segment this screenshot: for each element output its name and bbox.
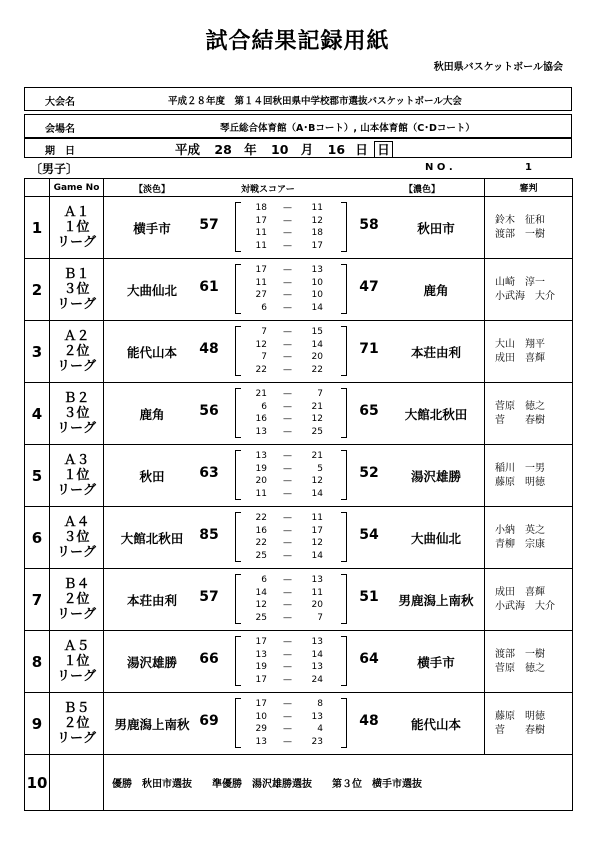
light-quarter: 22 bbox=[255, 364, 267, 375]
referee-1: 山崎 淳一 bbox=[495, 276, 545, 288]
light-team: 能代山本 bbox=[126, 345, 177, 360]
light-quarter: 29 bbox=[255, 724, 267, 734]
game-group: Ｂ４ ２位 リーグ bbox=[50, 569, 104, 631]
light-quarter: 6 bbox=[261, 302, 267, 313]
left-bracket bbox=[235, 326, 241, 376]
light-quarter: 11 bbox=[255, 277, 267, 288]
match-cell bbox=[104, 197, 485, 259]
dash: — bbox=[283, 662, 292, 672]
dark-quarter: 11 bbox=[311, 513, 323, 523]
date-label: 期 日 bbox=[45, 146, 75, 157]
right-bracket bbox=[341, 202, 347, 252]
game-number: 4 bbox=[25, 383, 50, 445]
page-title: 試合結果記録用紙 bbox=[205, 29, 390, 54]
quarter-score bbox=[243, 450, 339, 463]
dark-team: 男鹿潟上南秋 bbox=[398, 593, 474, 608]
dark-team: 横手市 bbox=[417, 655, 455, 670]
dark-total: 47 bbox=[359, 279, 379, 295]
referee-2: 菅 春樹 bbox=[495, 724, 545, 736]
dash: — bbox=[283, 525, 292, 536]
quarter-score bbox=[243, 289, 339, 302]
referees bbox=[485, 445, 573, 507]
light-quarter: 17 bbox=[255, 215, 267, 226]
summary-cell bbox=[104, 755, 485, 811]
game-group: Ａ４ ３位 リーグ bbox=[50, 507, 104, 569]
light-total: 66 bbox=[199, 651, 219, 667]
dark-team: 大曲仙北 bbox=[410, 531, 461, 546]
light-quarter: 13 bbox=[255, 649, 267, 660]
game-group: Ｂ５ ２位 リーグ bbox=[50, 693, 104, 755]
dark-quarter: 4 bbox=[317, 724, 323, 734]
game-row bbox=[25, 383, 573, 445]
game-number: 9 bbox=[25, 693, 50, 755]
quarter-score bbox=[243, 537, 339, 550]
dark-total: 48 bbox=[359, 713, 379, 729]
referee-header: 審判 bbox=[485, 179, 573, 197]
light-quarter: 10 bbox=[255, 711, 267, 722]
dark-total: 58 bbox=[359, 217, 379, 233]
dash: — bbox=[283, 451, 292, 461]
dash: — bbox=[283, 699, 292, 709]
quarter-scores bbox=[243, 326, 339, 376]
dark-total: 65 bbox=[359, 403, 379, 419]
quarter-score bbox=[243, 574, 339, 587]
quarter-score bbox=[243, 599, 339, 612]
game-row bbox=[25, 631, 573, 693]
quarter-score bbox=[243, 413, 339, 426]
results-table bbox=[24, 178, 573, 811]
dark-total: 52 bbox=[359, 465, 379, 481]
dash: — bbox=[283, 538, 292, 548]
quarter-score bbox=[243, 277, 339, 290]
dark-quarter: 10 bbox=[311, 290, 323, 300]
quarter-scores bbox=[243, 388, 339, 438]
light-quarter: 18 bbox=[255, 203, 267, 213]
dash: — bbox=[283, 414, 292, 424]
quarter-score bbox=[243, 364, 339, 377]
dark-quarter: 5 bbox=[317, 463, 323, 474]
dash: — bbox=[283, 612, 292, 623]
game-row bbox=[25, 569, 573, 631]
quarter-score bbox=[243, 674, 339, 687]
match-cell bbox=[104, 631, 485, 693]
light-quarter: 12 bbox=[255, 339, 267, 350]
quarter-score bbox=[243, 401, 339, 414]
light-team: 湯沢雄勝 bbox=[126, 655, 177, 670]
right-bracket bbox=[341, 450, 347, 500]
dark-quarter: 14 bbox=[311, 339, 323, 350]
no-value: 1 bbox=[525, 162, 532, 173]
dash: — bbox=[283, 290, 292, 300]
game-number: 1 bbox=[25, 197, 50, 259]
game-group: Ａ２ ２位 リーグ bbox=[50, 321, 104, 383]
light-quarter: 17 bbox=[255, 265, 267, 275]
game-group: Ａ３ １位 リーグ bbox=[50, 445, 104, 507]
game-group: Ａ５ １位 リーグ bbox=[50, 631, 104, 693]
referee-2: 渡部 一樹 bbox=[495, 228, 545, 240]
dark-quarter: 25 bbox=[311, 426, 323, 437]
tournament-name: 平成２８年度 第１４回秋田県中学校郡市選抜バスケットボール大会 bbox=[168, 96, 462, 107]
quarter-score bbox=[243, 326, 339, 339]
dash: — bbox=[283, 637, 292, 647]
dark-quarter: 14 bbox=[311, 550, 323, 561]
dark-team: 秋田市 bbox=[417, 221, 455, 236]
dark-quarter: 14 bbox=[311, 302, 323, 313]
referees bbox=[485, 631, 573, 693]
tournament-box bbox=[24, 87, 572, 111]
game-number: 5 bbox=[25, 445, 50, 507]
dark-quarter: 7 bbox=[317, 389, 323, 399]
quarter-score bbox=[243, 736, 339, 749]
light-quarter: 21 bbox=[255, 389, 267, 399]
dark-quarter: 13 bbox=[311, 711, 323, 722]
dash: — bbox=[283, 513, 292, 523]
referees bbox=[485, 383, 573, 445]
referee-1: 大山 翔平 bbox=[495, 338, 545, 350]
section-label: 〔男子〕 bbox=[30, 162, 79, 176]
light-quarter: 12 bbox=[255, 600, 267, 610]
final-standings: 優勝 秋田市選抜 準優勝 湯沢雄勝選抜 第３位 横手市選抜 bbox=[112, 779, 422, 790]
referee-2: 成田 喜輝 bbox=[495, 352, 545, 364]
game-row bbox=[25, 445, 573, 507]
dash: — bbox=[283, 401, 292, 412]
referees bbox=[485, 693, 573, 755]
light-total: 63 bbox=[199, 465, 219, 481]
light-total: 57 bbox=[199, 217, 219, 233]
light-team: 大曲仙北 bbox=[126, 283, 177, 298]
light-quarter: 16 bbox=[255, 525, 267, 536]
dark-quarter: 20 bbox=[311, 600, 323, 610]
quarter-score bbox=[243, 512, 339, 525]
light-team: 鹿角 bbox=[139, 407, 165, 422]
referees bbox=[485, 321, 573, 383]
dash: — bbox=[283, 389, 292, 399]
quarter-scores bbox=[243, 636, 339, 686]
organization-name: 秋田県バスケットボール協会 bbox=[433, 62, 563, 73]
light-quarter: 11 bbox=[255, 488, 267, 499]
dash: — bbox=[283, 736, 292, 747]
referee-1: 鈴木 征和 bbox=[495, 214, 545, 226]
light-quarter: 17 bbox=[255, 637, 267, 647]
game-number: 8 bbox=[25, 631, 50, 693]
dash: — bbox=[283, 674, 292, 685]
game-row bbox=[25, 507, 573, 569]
dark-quarter: 17 bbox=[311, 525, 323, 536]
light-quarter: 14 bbox=[255, 587, 267, 598]
dark-total: 51 bbox=[359, 589, 379, 605]
left-bracket bbox=[235, 698, 241, 748]
light-total: 57 bbox=[199, 589, 219, 605]
light-quarter: 13 bbox=[255, 426, 267, 437]
quarter-score bbox=[243, 339, 339, 352]
quarter-scores bbox=[243, 450, 339, 500]
dark-quarter: 15 bbox=[311, 327, 323, 337]
dash: — bbox=[283, 550, 292, 561]
quarter-score bbox=[243, 525, 339, 538]
light-quarter: 11 bbox=[255, 228, 267, 238]
dash: — bbox=[283, 649, 292, 660]
light-team: 秋田 bbox=[139, 469, 165, 484]
dark-quarter: 11 bbox=[311, 203, 323, 213]
referee-1: 菅原 徳之 bbox=[495, 400, 545, 412]
dark-header: 【濃色】 bbox=[404, 185, 441, 195]
light-quarter: 25 bbox=[255, 550, 267, 561]
light-quarter: 6 bbox=[261, 575, 267, 585]
dark-team: 鹿角 bbox=[423, 283, 449, 298]
referee-2: 小武海 大介 bbox=[495, 290, 555, 302]
light-quarter: 22 bbox=[255, 513, 267, 523]
quarter-score bbox=[243, 698, 339, 711]
dark-quarter: 20 bbox=[311, 352, 323, 362]
right-bracket bbox=[341, 388, 347, 438]
referees bbox=[485, 507, 573, 569]
light-quarter: 19 bbox=[255, 463, 267, 474]
quarter-scores bbox=[243, 202, 339, 252]
quarter-score bbox=[243, 488, 339, 501]
dash: — bbox=[283, 426, 292, 437]
dash: — bbox=[283, 476, 292, 486]
dash: — bbox=[283, 364, 292, 375]
dash: — bbox=[283, 302, 292, 313]
quarter-score bbox=[243, 264, 339, 277]
game-number: 7 bbox=[25, 569, 50, 631]
dark-total: 71 bbox=[359, 341, 379, 357]
quarter-score bbox=[243, 388, 339, 401]
quarter-score bbox=[243, 302, 339, 315]
light-quarter: 6 bbox=[261, 401, 267, 412]
light-quarter: 7 bbox=[261, 352, 267, 362]
summary-row bbox=[25, 755, 573, 811]
dash: — bbox=[283, 265, 292, 275]
quarter-scores bbox=[243, 574, 339, 624]
date-value: 平成 28 年 10 月 16 日 日 bbox=[175, 140, 393, 158]
quarter-score bbox=[243, 636, 339, 649]
referee-1: 藤原 明徳 bbox=[495, 710, 545, 722]
quarter-scores bbox=[243, 264, 339, 314]
game-number: 3 bbox=[25, 321, 50, 383]
dark-quarter: 13 bbox=[311, 265, 323, 275]
game-row bbox=[25, 259, 573, 321]
quarter-score bbox=[243, 649, 339, 662]
match-cell bbox=[104, 507, 485, 569]
light-quarter: 27 bbox=[255, 290, 267, 300]
dash: — bbox=[283, 711, 292, 722]
dark-team: 湯沢雄勝 bbox=[410, 469, 461, 484]
dash: — bbox=[283, 327, 292, 337]
light-team: 男鹿潟上南秋 bbox=[114, 717, 190, 732]
quarter-score bbox=[243, 463, 339, 476]
dark-quarter: 11 bbox=[311, 587, 323, 598]
light-quarter: 20 bbox=[255, 476, 267, 486]
dark-team: 能代山本 bbox=[410, 717, 461, 732]
dark-quarter: 21 bbox=[311, 401, 323, 412]
game-group: Ｂ２ ３位 リーグ bbox=[50, 383, 104, 445]
light-quarter: 16 bbox=[255, 414, 267, 424]
light-quarter: 19 bbox=[255, 662, 267, 672]
dash: — bbox=[283, 463, 292, 474]
game-number: 10 bbox=[25, 755, 50, 811]
dark-quarter: 12 bbox=[311, 538, 323, 548]
dark-team: 本荘由利 bbox=[410, 345, 461, 360]
dash: — bbox=[283, 228, 292, 238]
dark-quarter: 12 bbox=[311, 476, 323, 486]
left-bracket bbox=[235, 574, 241, 624]
column-header-row bbox=[25, 179, 573, 197]
light-quarter: 11 bbox=[255, 240, 267, 251]
referee-2: 菅原 徳之 bbox=[495, 662, 545, 674]
light-quarter: 13 bbox=[255, 736, 267, 747]
dash: — bbox=[283, 352, 292, 362]
quarter-score bbox=[243, 587, 339, 600]
game-row bbox=[25, 197, 573, 259]
quarter-score bbox=[243, 351, 339, 364]
venue-label: 会場名 bbox=[45, 124, 75, 135]
dark-quarter: 8 bbox=[317, 699, 323, 709]
light-quarter: 25 bbox=[255, 612, 267, 623]
game-row bbox=[25, 693, 573, 755]
dash: — bbox=[283, 488, 292, 499]
dash: — bbox=[283, 215, 292, 226]
light-quarter: 17 bbox=[255, 699, 267, 709]
match-cell bbox=[104, 693, 485, 755]
right-bracket bbox=[341, 574, 347, 624]
dark-quarter: 17 bbox=[311, 240, 323, 251]
game-group: Ａ１ １位 リーグ bbox=[50, 197, 104, 259]
left-bracket bbox=[235, 450, 241, 500]
light-quarter: 13 bbox=[255, 451, 267, 461]
referee-1: 稲川 一男 bbox=[495, 462, 545, 474]
tournament-label: 大会名 bbox=[45, 97, 75, 108]
dark-quarter: 14 bbox=[311, 488, 323, 499]
venue-box bbox=[24, 114, 572, 138]
date-box bbox=[24, 138, 572, 158]
quarter-score bbox=[243, 723, 339, 736]
quarter-scores bbox=[243, 512, 339, 562]
game-number: 2 bbox=[25, 259, 50, 321]
dark-quarter: 13 bbox=[311, 662, 323, 672]
light-total: 56 bbox=[199, 403, 219, 419]
game-group: Ｂ１ ３位 リーグ bbox=[50, 259, 104, 321]
quarter-score bbox=[243, 711, 339, 724]
dark-quarter: 22 bbox=[311, 364, 323, 375]
referee-1: 成田 喜輝 bbox=[495, 586, 545, 598]
light-quarter: 17 bbox=[255, 674, 267, 685]
referee-2: 小武海 大介 bbox=[495, 600, 555, 612]
right-bracket bbox=[341, 326, 347, 376]
left-bracket bbox=[235, 388, 241, 438]
referees bbox=[485, 259, 573, 321]
dark-total: 54 bbox=[359, 527, 379, 543]
light-quarter: 7 bbox=[261, 327, 267, 337]
referee-2: 菅 春樹 bbox=[495, 414, 545, 426]
left-bracket bbox=[235, 264, 241, 314]
dark-quarter: 24 bbox=[311, 674, 323, 685]
right-bracket bbox=[341, 698, 347, 748]
match-cell bbox=[104, 445, 485, 507]
dark-quarter: 7 bbox=[317, 612, 323, 623]
match-cell bbox=[104, 383, 485, 445]
right-bracket bbox=[341, 264, 347, 314]
match-cell bbox=[104, 569, 485, 631]
dash: — bbox=[283, 587, 292, 598]
match-cell bbox=[104, 321, 485, 383]
light-team: 本荘由利 bbox=[126, 593, 177, 608]
right-bracket bbox=[341, 512, 347, 562]
light-total: 85 bbox=[199, 527, 219, 543]
referees bbox=[485, 569, 573, 631]
quarter-score bbox=[243, 215, 339, 228]
dark-team: 大館北秋田 bbox=[404, 407, 468, 422]
left-bracket bbox=[235, 636, 241, 686]
left-bracket bbox=[235, 512, 241, 562]
weekday: 日 bbox=[374, 141, 393, 158]
light-total: 48 bbox=[199, 341, 219, 357]
score-header: 対戦スコアー bbox=[241, 185, 295, 195]
game-no-header: Game No bbox=[50, 179, 104, 197]
quarter-score bbox=[243, 202, 339, 215]
quarter-score bbox=[243, 612, 339, 625]
dash: — bbox=[283, 724, 292, 734]
light-team: 大館北秋田 bbox=[120, 531, 184, 546]
dark-quarter: 18 bbox=[311, 228, 323, 238]
dark-quarter: 14 bbox=[311, 649, 323, 660]
teams-header bbox=[104, 179, 485, 197]
dark-quarter: 23 bbox=[311, 736, 323, 747]
dark-quarter: 13 bbox=[311, 637, 323, 647]
referee-1: 小納 英之 bbox=[495, 524, 545, 536]
referees bbox=[485, 197, 573, 259]
left-bracket bbox=[235, 202, 241, 252]
match-cell bbox=[104, 259, 485, 321]
quarter-score bbox=[243, 661, 339, 674]
referee-2: 藤原 明徳 bbox=[495, 476, 545, 488]
quarter-score bbox=[243, 475, 339, 488]
quarter-score bbox=[243, 227, 339, 240]
dark-quarter: 21 bbox=[311, 451, 323, 461]
light-total: 61 bbox=[199, 279, 219, 295]
quarter-score bbox=[243, 240, 339, 253]
dash: — bbox=[283, 203, 292, 213]
dash: — bbox=[283, 575, 292, 585]
quarter-scores bbox=[243, 698, 339, 748]
dash: — bbox=[283, 600, 292, 610]
dash: — bbox=[283, 240, 292, 251]
game-row bbox=[25, 321, 573, 383]
dash: — bbox=[283, 339, 292, 350]
game-number: 6 bbox=[25, 507, 50, 569]
dark-quarter: 13 bbox=[311, 575, 323, 585]
light-total: 69 bbox=[199, 713, 219, 729]
light-quarter: 22 bbox=[255, 538, 267, 548]
venue-name: 琴丘総合体育館（A･Bコート）, 山本体育館（C･Dコート） bbox=[220, 123, 475, 134]
right-bracket bbox=[341, 636, 347, 686]
dash: — bbox=[283, 277, 292, 288]
dark-quarter: 12 bbox=[311, 414, 323, 424]
no-label: N O . bbox=[425, 162, 453, 173]
dark-quarter: 12 bbox=[311, 215, 323, 226]
light-team: 横手市 bbox=[133, 221, 171, 236]
referee-1: 渡部 一樹 bbox=[495, 648, 545, 660]
light-header: 【淡色】 bbox=[134, 185, 171, 195]
dark-quarter: 10 bbox=[311, 277, 323, 288]
quarter-score bbox=[243, 426, 339, 439]
dark-total: 64 bbox=[359, 651, 379, 667]
quarter-score bbox=[243, 550, 339, 563]
referee-2: 青柳 宗康 bbox=[495, 538, 545, 550]
